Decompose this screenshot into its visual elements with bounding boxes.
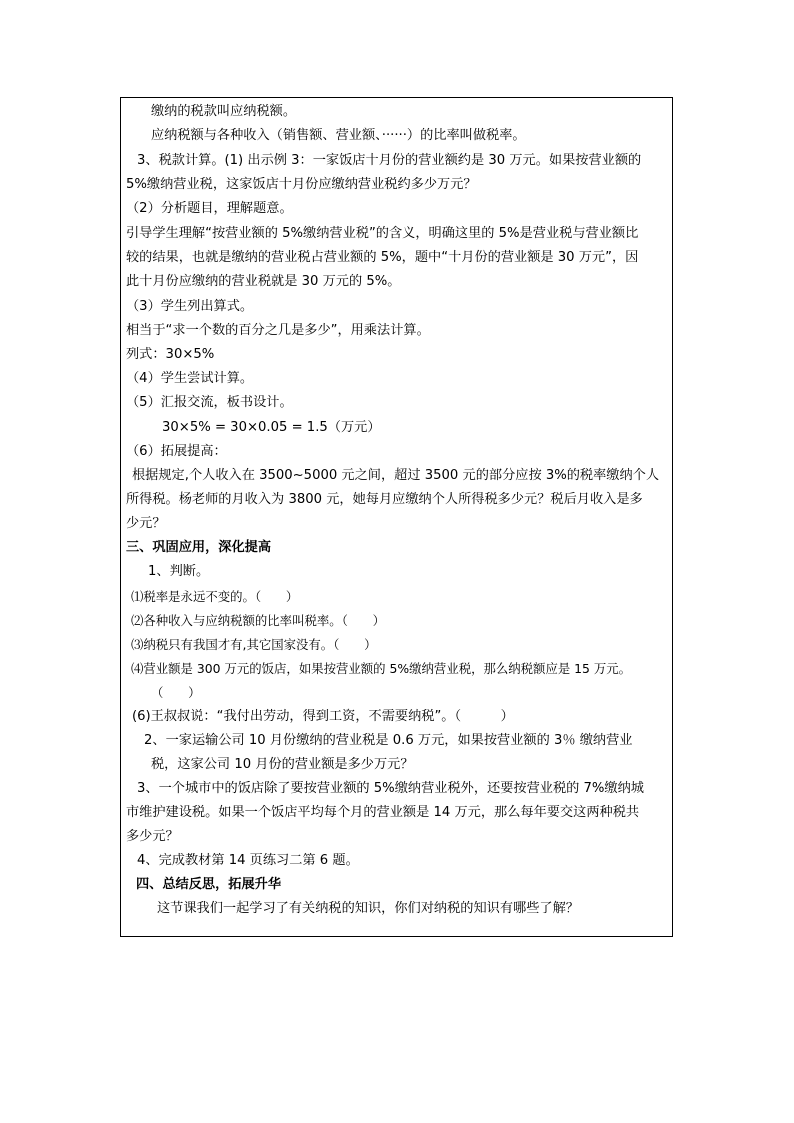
text-line: 3、税款计算。(1) 出示例 3：一家饭店十月份的营业额约是 30 万元。如果按营业额的 [137,153,642,168]
judgment-item: (6)王叔叔说：“我付出劳动，得到工资，不需要纳税”。（ ） [132,709,514,724]
section-heading-3: 三、巩固应用，深化提高 [126,540,272,555]
text-line: 这节课我们一起学习了有关纳税的知识，你们对纳税的知识有哪些了解？ [157,901,579,916]
text-line: 此十月份应缴纳的营业税就是 30 万元的 5%。 [126,274,401,289]
text-line: 2、一家运输公司 10 月份缴纳的营业税是 0.6 万元，如果按营业额的 3％ 缴纳营业 [144,733,633,748]
text-line: （4）学生尝试计算。 [126,371,254,386]
judgment-item: ⑴税率是永远不变的。（ ） [131,589,299,604]
text-line: 应纳税额与各种收入（销售额、营业额、······）的比率叫做税率。 [151,128,526,143]
text-line: （2）分析题目，理解题意。 [126,201,293,216]
text-line: 缴纳的税款叫应纳税额。 [151,104,297,119]
text-line: 税，这家公司 10 月份的营业额是多少万元？ [151,757,414,772]
judgment-blank: （ ） [151,685,201,700]
text-line: 相当于“求一个数的百分之几是多少”，用乘法计算。 [126,323,430,338]
text-line: 1、判断。 [148,564,210,579]
section-heading-4: 四、总结反思，拓展升华 [136,877,282,892]
text-line: 引导学生理解“按营业额的 5%缴纳营业税”的含义，明确这里的 5%是营业税与营业额比 [126,226,639,241]
text-line: 市维护建设税。如果一个饭店平均每个月的营业额是 14 万元，那么每年要交这两种税共 [126,805,640,820]
text-line: 所得税。杨老师的月收入为 3800 元，她每月应缴纳个人所得税多少元？税后月收入是多 [126,492,643,507]
formula-line: 30×5% = 30×0.05 = 1.5（万元） [162,420,381,435]
text-line: 5%缴纳营业税，这家饭店十月份应缴纳营业税约多少万元？ [126,177,477,192]
text-line: 4、完成教材第 14 页练习二第 6 题。 [137,853,359,868]
text-line: 较的结果，也就是缴纳的营业税占营业额的 5%，题中“十月份的营业额是 30 万元”，因 [126,250,639,265]
text-line: （5）汇报交流，板书设计。 [126,395,293,410]
judgment-item: ⑵各种收入与应纳税额的比率叫税率。（ ） [131,613,386,628]
text-line: 多少元？ [126,829,179,844]
text-line: 3、一个城市中的饭店除了要按营业额的 5%缴纳营业税外，还要按营业税的 7%缴纳城 [137,781,644,796]
text-line: 列式：30×5% [126,347,215,362]
judgment-item: ⑶纳税只有我国才有,其它国家没有。（ ） [131,637,377,652]
text-line: 根据规定,个人收入在 3500~5000 元之间，超过 3500 元的部分应按 3%的税率缴纳个人 [132,468,660,483]
text-line: 少元？ [126,516,166,531]
text-line: （3）学生列出算式。 [126,299,254,314]
judgment-item: ⑷营业额是 300 万元的饭店，如果按营业额的 5%缴纳营业税，那么纳税额应是 15 万元。 [131,661,632,676]
text-line: （6）拓展提高： [126,444,227,459]
